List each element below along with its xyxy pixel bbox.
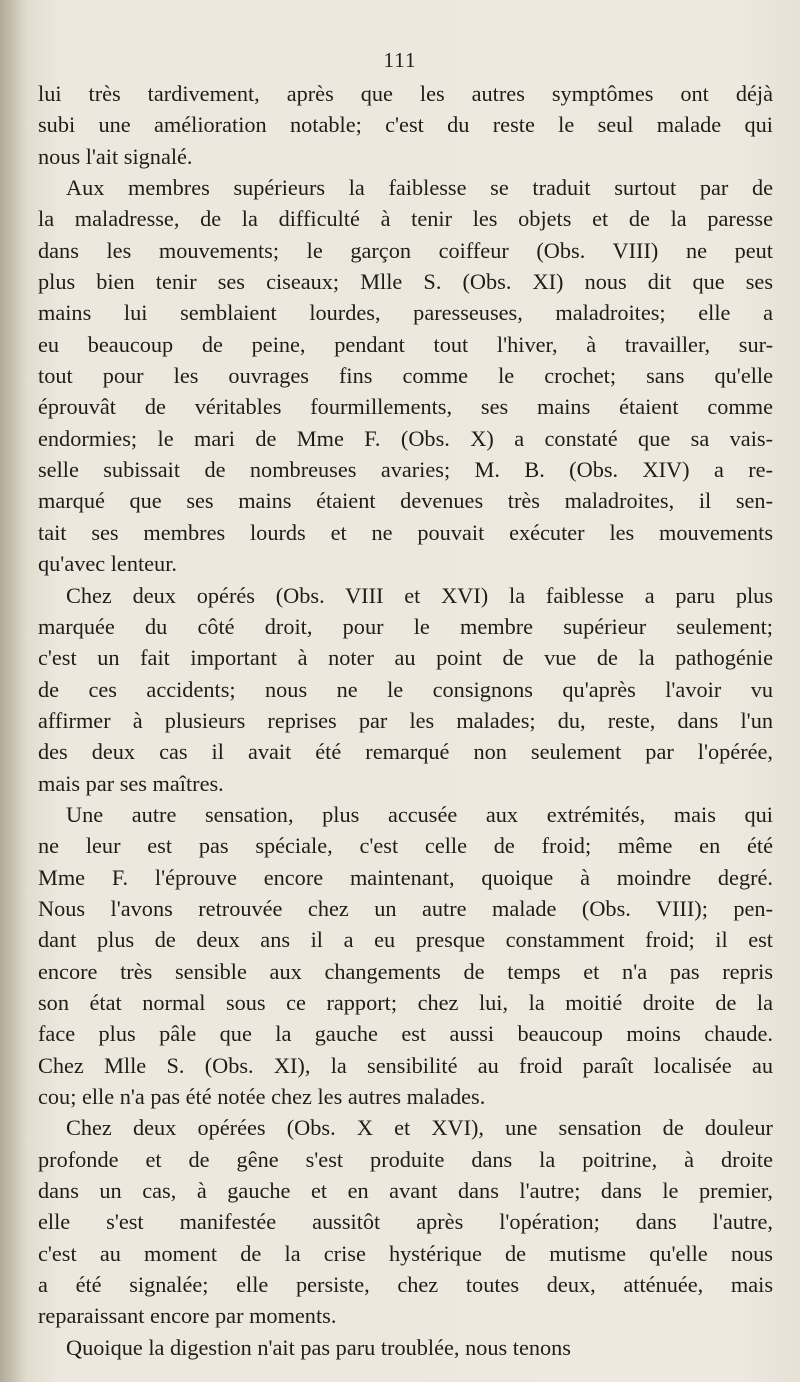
text-line: son état normal sous ce rapport; chez lui, la moitié droite de la [38,989,773,1015]
text-line: reparaissant encore par moments. [38,1303,337,1329]
text-line: tait ses membres lourds et ne pouvait exécuter les mouvements [38,519,773,545]
body-text [38,78,773,1363]
text-line: selle subissait de nombreuses avaries; M. B. (Obs. XIV) a re- [38,457,773,483]
paragraph [38,1332,773,1363]
text-line: profonde et de gêne s'est produite dans la poitrine, à droite [38,1146,773,1172]
text-line: lui très tardivement, après que les autres symptômes ont déjà [38,81,773,106]
paragraph [38,78,773,172]
text-line: Chez Mlle S. (Obs. XI), la sensibilité au froid paraît localisée au [38,1052,773,1078]
text-line: eu beaucoup de peine, pendant tout l'hiver, à travailler, sur- [38,331,773,357]
text-line: des deux cas il avait été remarqué non seulement par l'opérée, [38,739,773,765]
text-line: plus bien tenir ses ciseaux; Mlle S. (Obs. XI) nous dit que ses [38,269,773,295]
text-line: subi une amélioration notable; c'est du reste le seul malade qui [38,112,773,138]
paragraph [38,799,773,1112]
text-line: la maladresse, de la difficulté à tenir les objets et de la paresse [38,206,773,232]
text-line: Mme F. l'éprouve encore maintenant, quoique à moindre degré. [38,864,773,890]
text-line: tout pour les ouvrages fins comme le crochet; sans qu'elle [38,363,773,389]
text-line: qu'avec lenteur. [38,551,177,577]
text-line: dant plus de deux ans il a eu presque constamment froid; il est [38,927,773,953]
text-line: Nous l'avons retrouvée chez un autre malade (Obs. VIII); pen- [38,895,773,921]
paragraph [38,1112,773,1331]
text-line: Chez deux opérés (Obs. VIII et XVI) la faiblesse a paru plus [66,582,773,608]
text-line: c'est au moment de la crise hystérique de mutisme qu'elle nous [38,1240,773,1266]
text-line: elle s'est manifestée aussitôt après l'opération; dans l'autre, [38,1209,773,1235]
text-line: nous l'ait signalé. [38,143,193,169]
text-line: mains lui semblaient lourdes, paresseuses, maladroites; elle a [38,300,773,326]
paragraph [38,172,773,579]
text-line: Chez deux opérées (Obs. X et XVI), une sensation de douleur [66,1115,773,1141]
text-line: face plus pâle que la gauche est aussi beaucoup moins chaude. [38,1021,773,1047]
text-line: dans les mouvements; le garçon coiffeur (Obs. VIII) ne peut [38,237,773,263]
text-line: endormies; le mari de Mme F. (Obs. X) a constaté que sa vais- [38,425,773,451]
page-edge-shadow [0,0,26,1382]
text-line: dans un cas, à gauche et en avant dans l'autre; dans le premier, [38,1178,773,1204]
text-line: a été signalée; elle persiste, chez toutes deux, atténuée, mais [38,1272,773,1298]
text-line: encore très sensible aux changements de temps et n'a pas repris [38,958,773,984]
text-line: ne leur est pas spéciale, c'est celle de froid; même en été [38,833,773,859]
text-line: mais par ses maîtres. [38,770,224,796]
text-line: Aux membres supérieurs la faiblesse se traduit surtout par de [66,175,773,201]
text-line: c'est un fait important à noter au point de vue de la pathogénie [38,645,773,671]
text-line: de ces accidents; nous ne le consignons qu'après l'avoir vu [38,676,773,702]
text-line: affirmer à plusieurs reprises par les malades; du, reste, dans l'un [38,707,773,733]
text-line: Quoique la digestion n'ait pas paru troublée, nous tenons [66,1334,571,1360]
text-line: cou; elle n'a pas été notée chez les autres malades. [38,1084,486,1109]
text-line: marquée du côté droit, pour le membre supérieur seulement; [38,613,773,639]
text-line: éprouvât de véritables fourmillements, ses mains étaient comme [38,394,773,420]
page-number: 111 [383,48,417,72]
text-line: Une autre sensation, plus accusée aux extrémités, mais qui [66,801,773,827]
paragraph [38,580,773,799]
text-line: marqué que ses mains étaient devenues très maladroites, il sen- [38,488,773,514]
